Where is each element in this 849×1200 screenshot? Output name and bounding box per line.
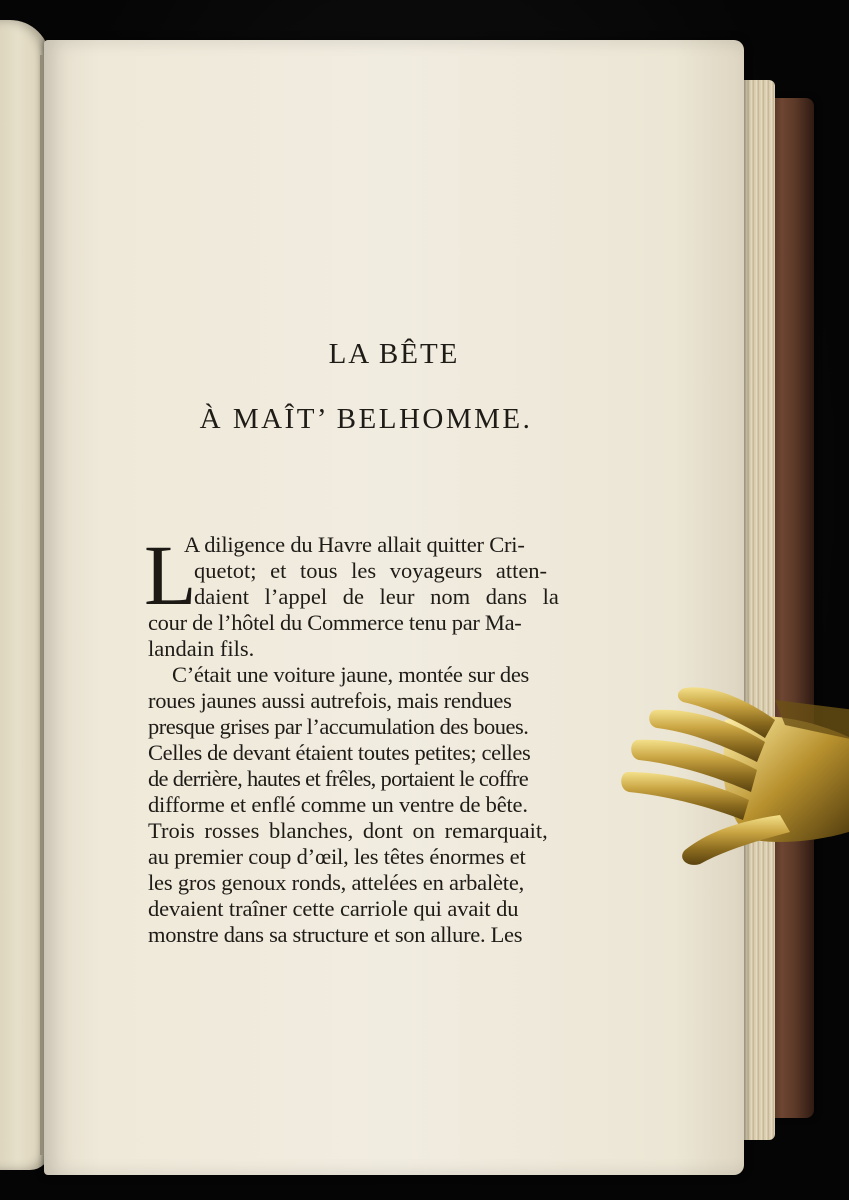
chapter-title-line-2: À MAÎT’ BELHOMME. xyxy=(199,403,533,435)
body-line-10: de derrière, hautes et frêles, portaient le coffre xyxy=(148,766,528,791)
body-line-8: presque grises par l’accumulation des boues. xyxy=(148,714,529,739)
chapter-title-line-1: LA BÊTE xyxy=(328,338,460,370)
body-line-3: daient l’appel de leur nom dans la xyxy=(194,584,559,609)
drop-capital: L xyxy=(144,527,197,623)
body-line-9: Celles de devant étaient toutes petites; celles xyxy=(148,740,531,765)
body-line-1: A diligence du Havre allait quitter Cri- xyxy=(184,532,525,557)
body-line-2: quetot; et tous les voyageurs atten- xyxy=(194,558,548,583)
body-line-5: landain fils. xyxy=(148,636,255,661)
body-line-13: au premier coup d’œil, les têtes énormes et xyxy=(148,844,526,869)
body-line-11: difforme et enflé comme un ventre de bête. xyxy=(148,792,528,817)
body-line-7: roues jaunes aussi autrefois, mais rendues xyxy=(148,688,512,713)
body-line-6: C’était une voiture jaune, montée sur des xyxy=(172,662,529,687)
body-line-12: Trois rosses blanches, dont on remarquait, xyxy=(148,818,548,843)
body-line-14: les gros genoux ronds, attelées en arbalète, xyxy=(148,870,525,895)
body-line-16: monstre dans sa structure et son allure. Les xyxy=(148,922,523,947)
body-line-4: cour de l’hôtel du Commerce tenu par Ma- xyxy=(148,610,522,635)
body-line-15: devaient traîner cette carriole qui avait du xyxy=(148,896,519,921)
brass-hand-icon xyxy=(615,680,849,870)
book-page xyxy=(44,40,744,1175)
